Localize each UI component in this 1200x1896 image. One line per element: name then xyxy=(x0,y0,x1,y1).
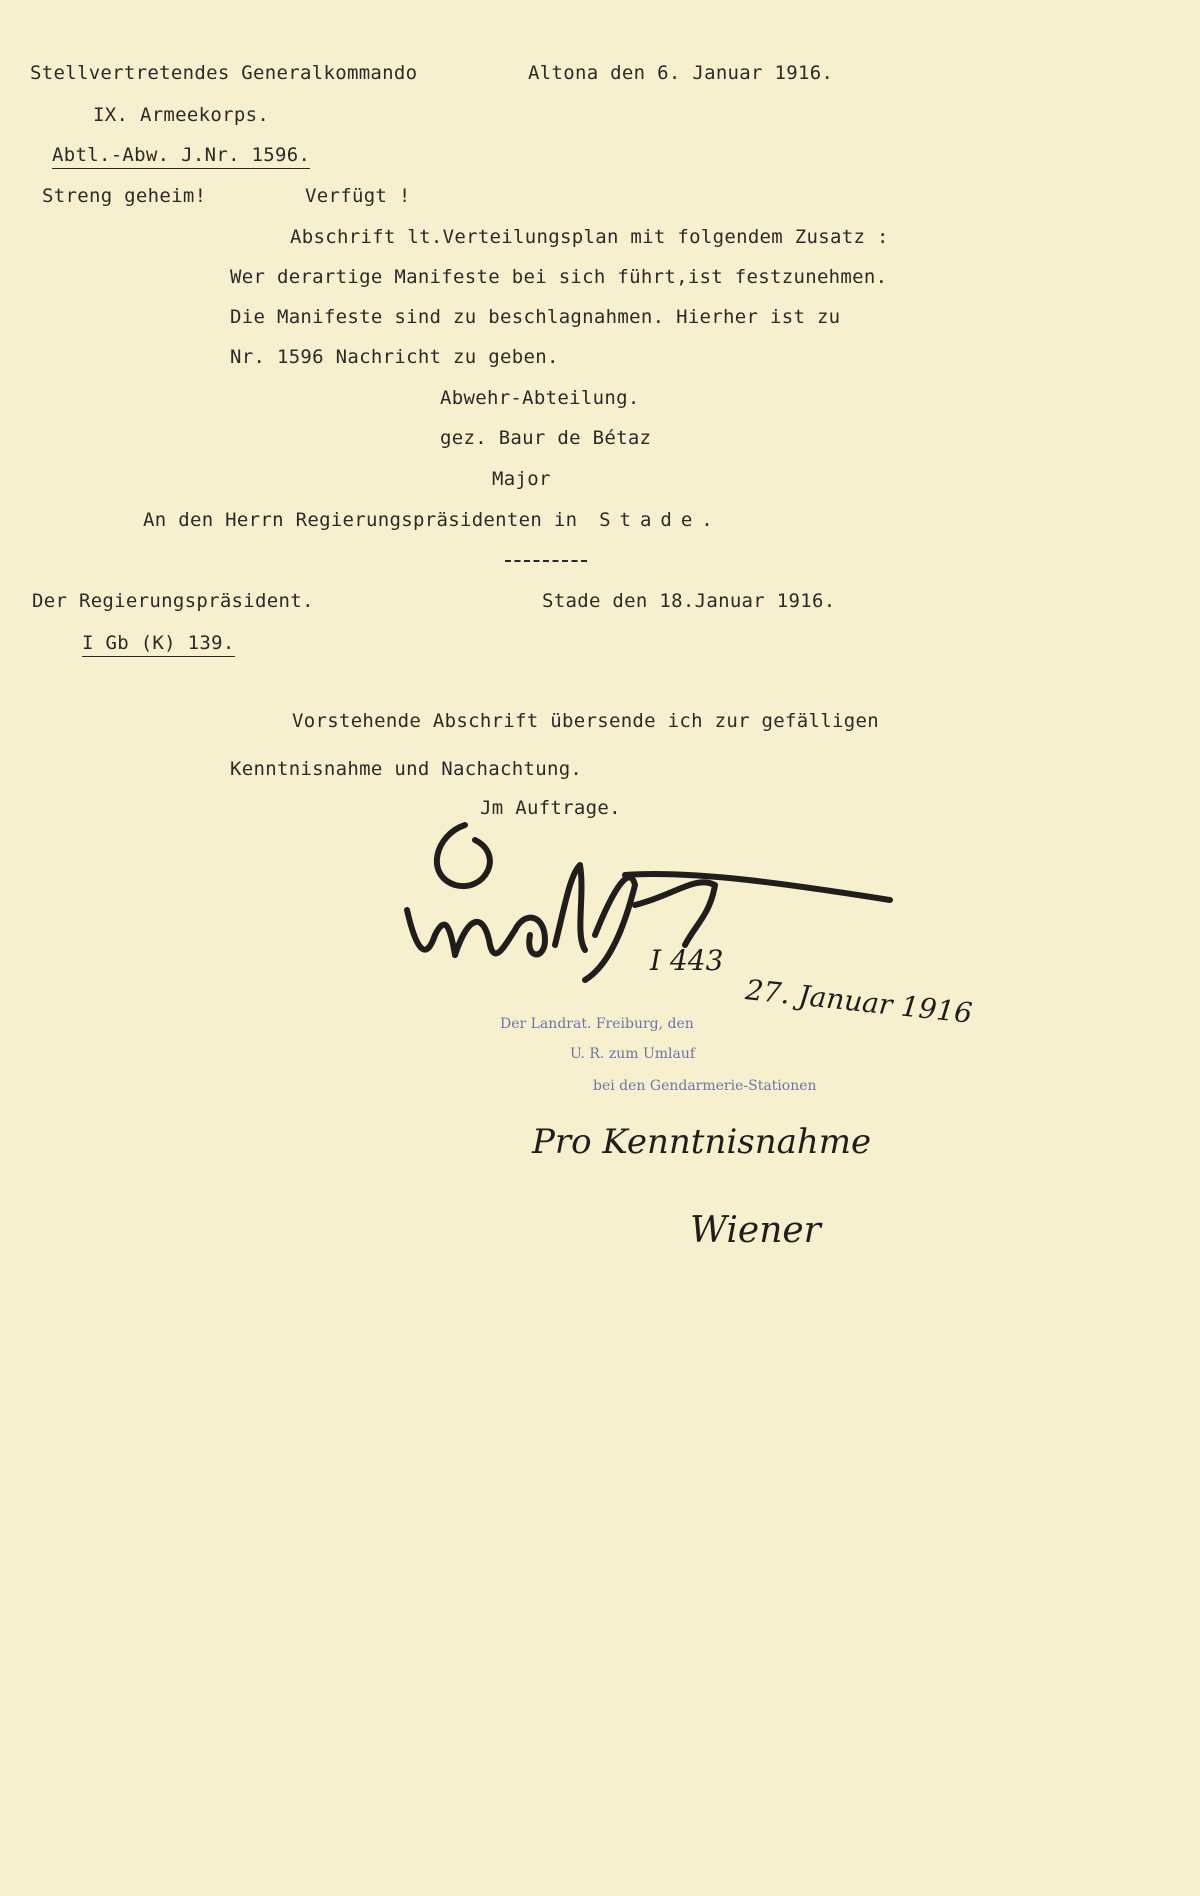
second-reference: I Gb (K) 139. xyxy=(82,632,235,657)
secrecy-note: Streng geheim! xyxy=(42,185,207,207)
authority: Der Regierungspräsident. xyxy=(32,590,314,612)
order-line-2: Wer derartige Manifeste bei sich führt,ist festzunehmen. xyxy=(230,266,888,288)
recipient-prefix: An den Herrn Regierungspräsidenten in xyxy=(143,509,578,531)
small-signature: Wiener xyxy=(690,1210,821,1251)
recipient-place: Stade. xyxy=(599,509,722,531)
signed-by: gez. Baur de Bétaz xyxy=(440,427,652,449)
department: Abwehr-Abteilung. xyxy=(440,387,640,409)
stamp-line-2: U. R. zum Umlauf xyxy=(570,1046,696,1062)
verfuegt: Verfügt ! xyxy=(305,185,411,207)
order-line-1: Abschrift lt.Verteilungsplan mit folgendem Zusatz : xyxy=(290,226,889,248)
corps: IX. Armeekorps. xyxy=(93,104,270,126)
stamp-line-3: bei den Gendarmerie-Stationen xyxy=(593,1078,817,1094)
reference-number: Abtl.-Abw. J.Nr. 1596. xyxy=(52,144,310,169)
stamp-line-1: Der Landrat. Freiburg, den xyxy=(500,1016,694,1032)
main-signature xyxy=(395,815,895,995)
body-line-2: Kenntnisnahme und Nachachtung. xyxy=(230,758,583,780)
sender: Stellvertretendes Generalkommando xyxy=(30,62,418,84)
order-line-4: Nr. 1596 Nachricht zu geben. xyxy=(230,346,559,368)
closing: Jm Auftrage. xyxy=(480,797,621,819)
handwritten-note: Pro Kenntnisnahme xyxy=(532,1122,872,1162)
second-place-date: Stade den 18.Januar 1916. xyxy=(542,590,836,612)
handwritten-number: I 443 xyxy=(650,944,724,977)
body-line-1: Vorstehende Abschrift übersende ich zur gefälligen xyxy=(292,710,879,732)
separator xyxy=(505,560,587,562)
recipient xyxy=(143,509,722,531)
rank: Major xyxy=(492,468,551,490)
place-date: Altona den 6. Januar 1916. xyxy=(528,62,834,84)
order-line-3: Die Manifeste sind zu beschlagnahmen. Hierher ist zu xyxy=(230,306,841,328)
handwritten-date: 27. Januar 1916 xyxy=(743,973,974,1030)
